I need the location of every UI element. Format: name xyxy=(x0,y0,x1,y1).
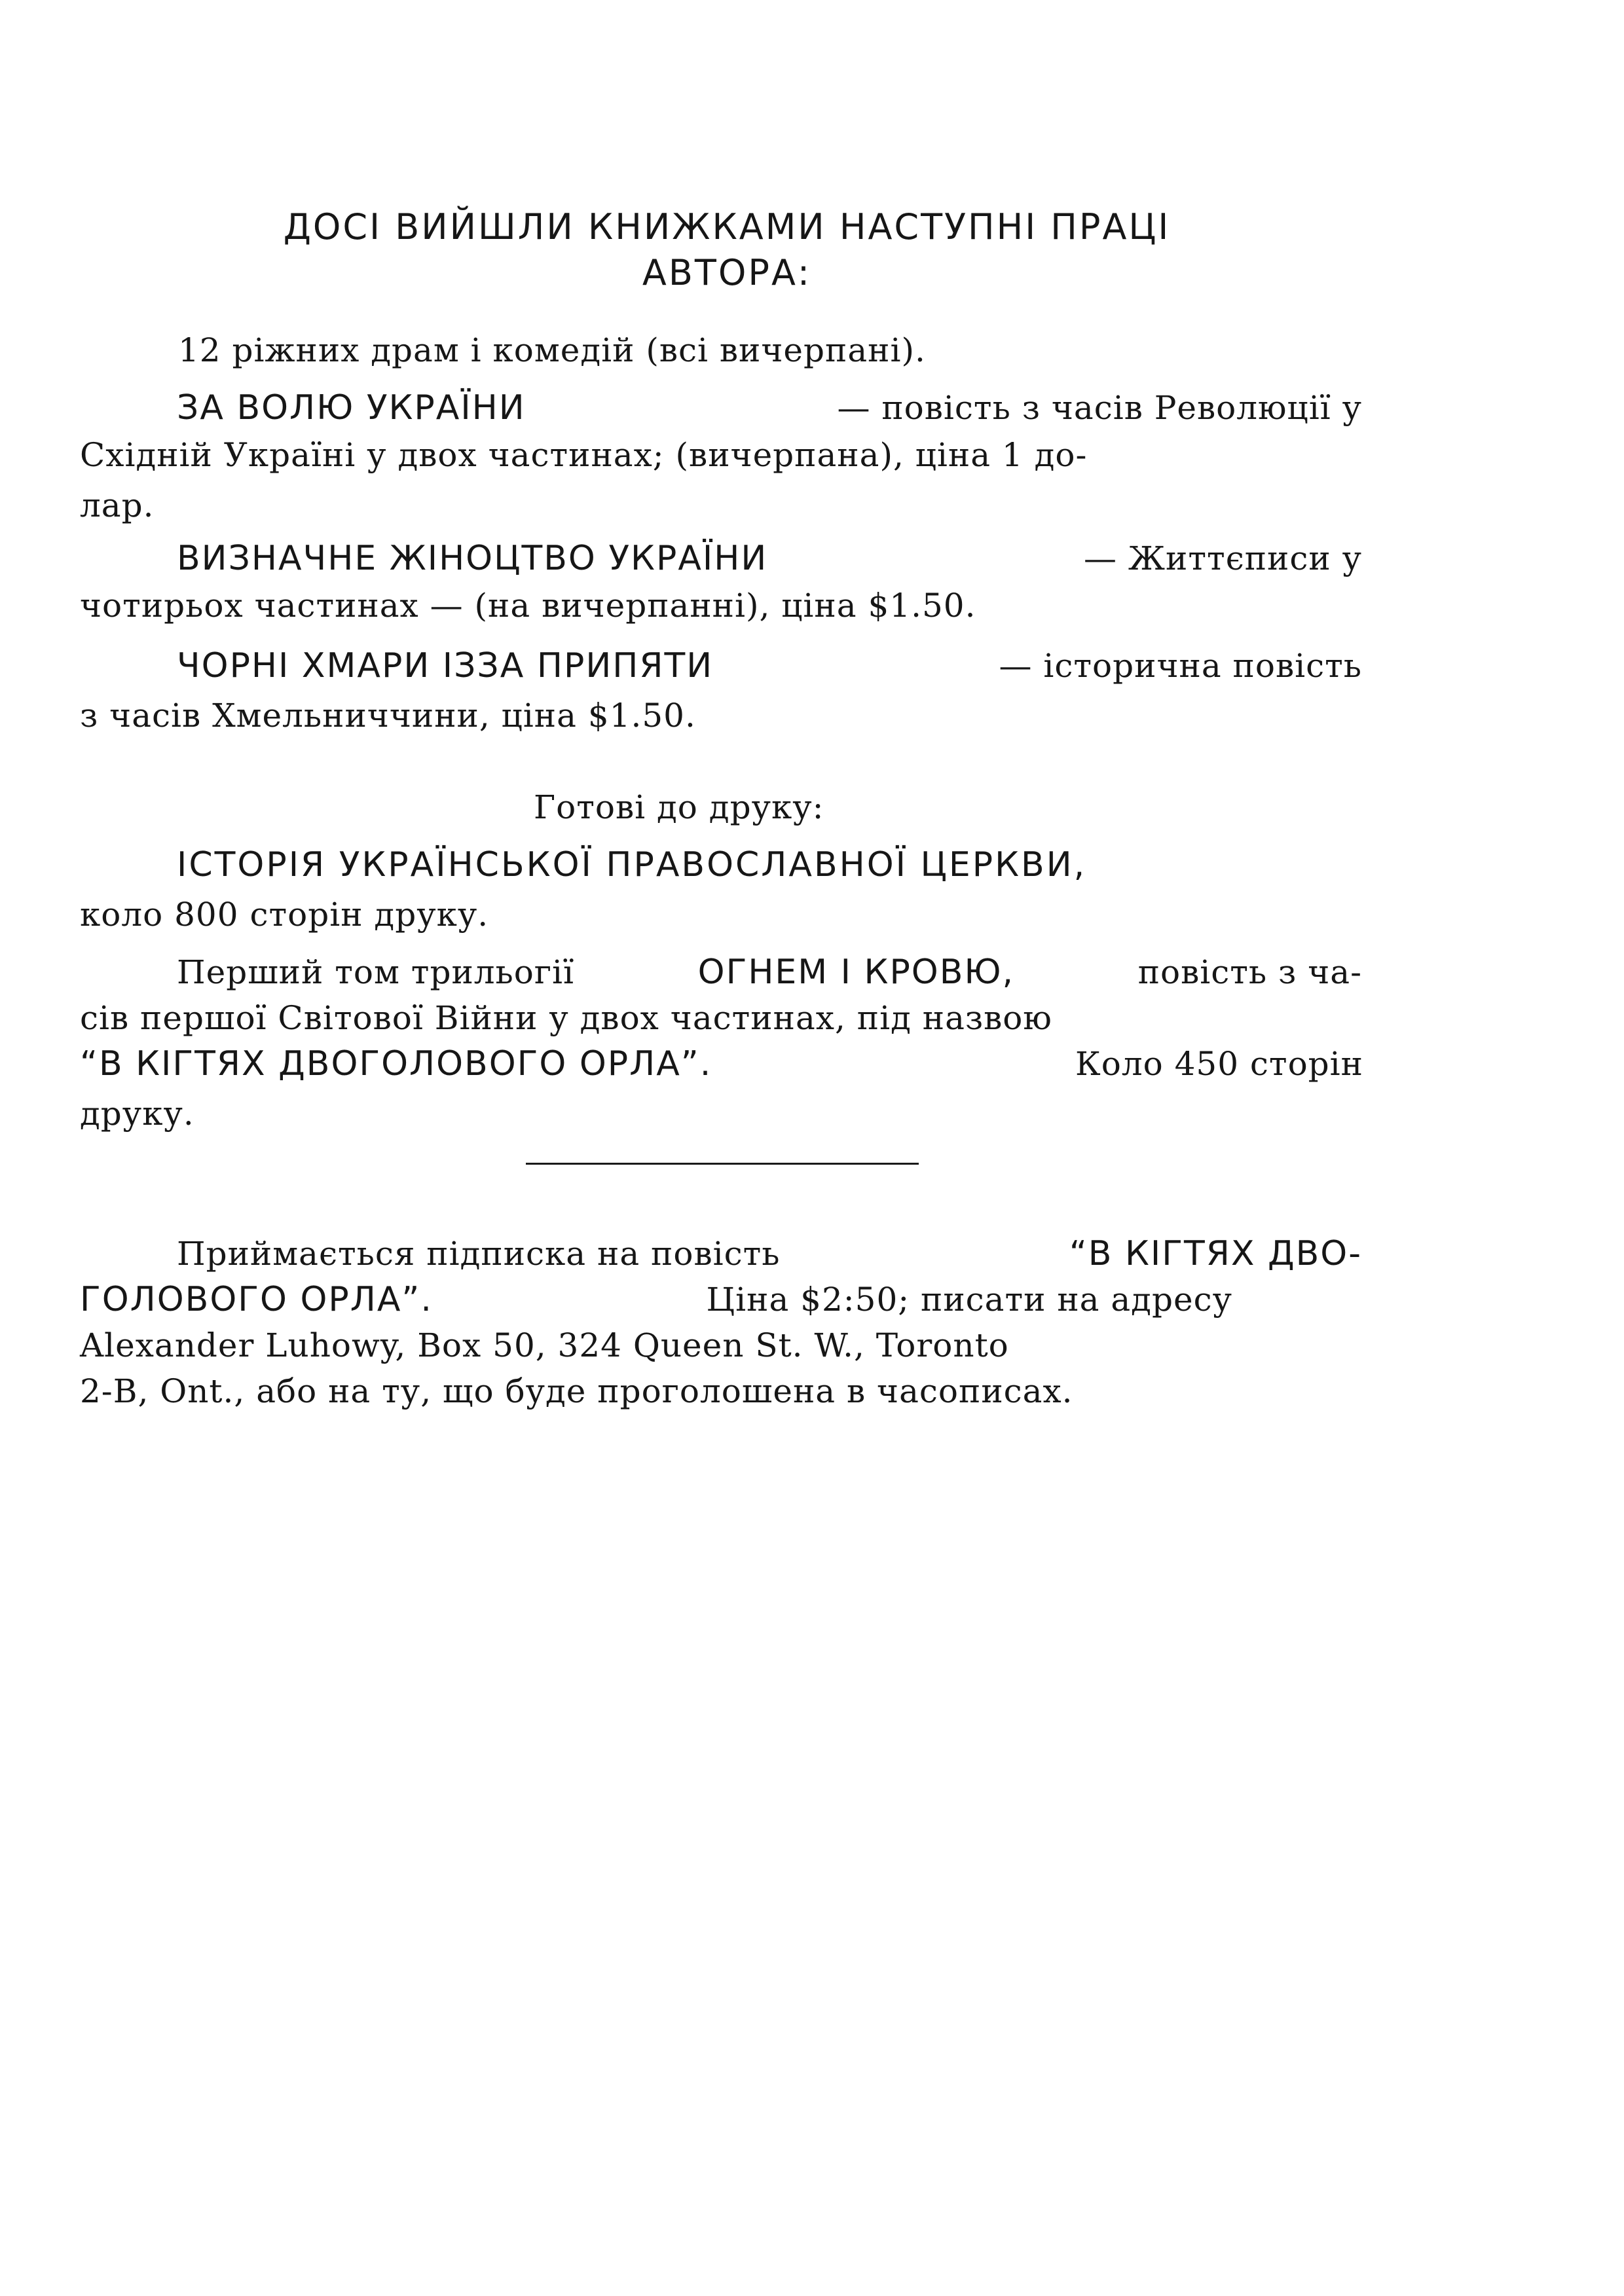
ready-item-2-pages: Коло 450 сторін xyxy=(1075,1045,1363,1083)
subscription-title-start: “В КІГТЯХ ДВО- xyxy=(1069,1234,1362,1273)
subscription-title-end: ГОЛОВОГО ОРЛА”. xyxy=(80,1280,433,1319)
heading-line-1: ДОСІ ВИЙШЛИ КНИЖКАМИ НАСТУПНІ ПРАЦІ xyxy=(283,206,1171,247)
subscription-address: Alexander Luhowy, Box 50, 324 Queen St. W., Toronto xyxy=(80,1326,1009,1364)
published-item-2-desc: — повість з часів Революції у xyxy=(837,389,1362,427)
subscription-prefix: Приймається підписка на повість xyxy=(177,1235,781,1273)
subscription-line-2 xyxy=(80,1277,1232,1322)
ready-item-1-line-2: коло 800 сторін друку. xyxy=(80,896,489,934)
published-item-4-line-1 xyxy=(177,643,1362,689)
published-item-3-line-2: чотирьох частинах — (на вичерпанні), ціна $1.50. xyxy=(80,587,976,625)
title-vyznachne-zhinotstvo: ВИЗНАЧНЕ ЖІНОЦТВО УКРАЇНИ xyxy=(177,539,768,578)
ready-item-2-line-4: друку. xyxy=(80,1095,194,1133)
heading-line-2: АВТОРА: xyxy=(642,252,812,293)
published-item-3-desc: — Життєписи у xyxy=(1083,539,1362,577)
published-item-4-line-2: з часів Хмельниччини, ціна $1.50. xyxy=(80,697,696,735)
ready-item-2-prefix: Перший том трильогії xyxy=(177,953,575,991)
title-ohnem-i-krovyu: ОГНЕМ І КРОВЮ, xyxy=(697,953,1015,992)
published-item-2-line-3: лар. xyxy=(80,486,155,524)
ready-heading: Готові до друку: xyxy=(534,788,824,826)
title-chorni-khmary: ЧОРНІ ХМАРИ ІЗЗА ПРИПЯТИ xyxy=(177,646,714,685)
ready-item-2-line-2: сів першої Світової Війни у двох частинах, під назвою xyxy=(80,999,1052,1037)
title-v-kihtyakh: “В КІГТЯХ ДВОГОЛОВОГО ОРЛА”. xyxy=(80,1044,712,1084)
subscription-line-1 xyxy=(177,1231,1362,1277)
subscription-price: Ціна $2:50; писати на адресу xyxy=(706,1281,1232,1319)
title-za-voliu-ukrainy: ЗА ВОЛЮ УКРАЇНИ xyxy=(177,388,526,428)
section-divider xyxy=(526,1163,919,1165)
ready-item-2-line-3 xyxy=(80,1041,1363,1087)
subscription-line-4: 2-B, Ont., або на ту, що буде проголошена в часописах. xyxy=(80,1372,1073,1410)
published-item-3-line-1 xyxy=(177,536,1362,581)
published-item-2-line-2: Східній Україні у двох частинах; (вичерпана), ціна 1 до- xyxy=(80,436,1088,474)
published-item-4-desc: — історична повість xyxy=(999,647,1362,685)
ready-item-1-line-1: ІСТОРІЯ УКРАЇНСЬКОЇ ПРАВОСЛАВНОЇ ЦЕРКВИ, xyxy=(177,845,1087,884)
published-item-2-line-1 xyxy=(177,385,1362,431)
ready-item-2-line-1 xyxy=(177,949,1362,995)
ready-item-2-suffix: повість з ча- xyxy=(1137,953,1362,991)
published-item-1: 12 ріжних драм і комедій (всі вичерпані). xyxy=(178,331,926,369)
